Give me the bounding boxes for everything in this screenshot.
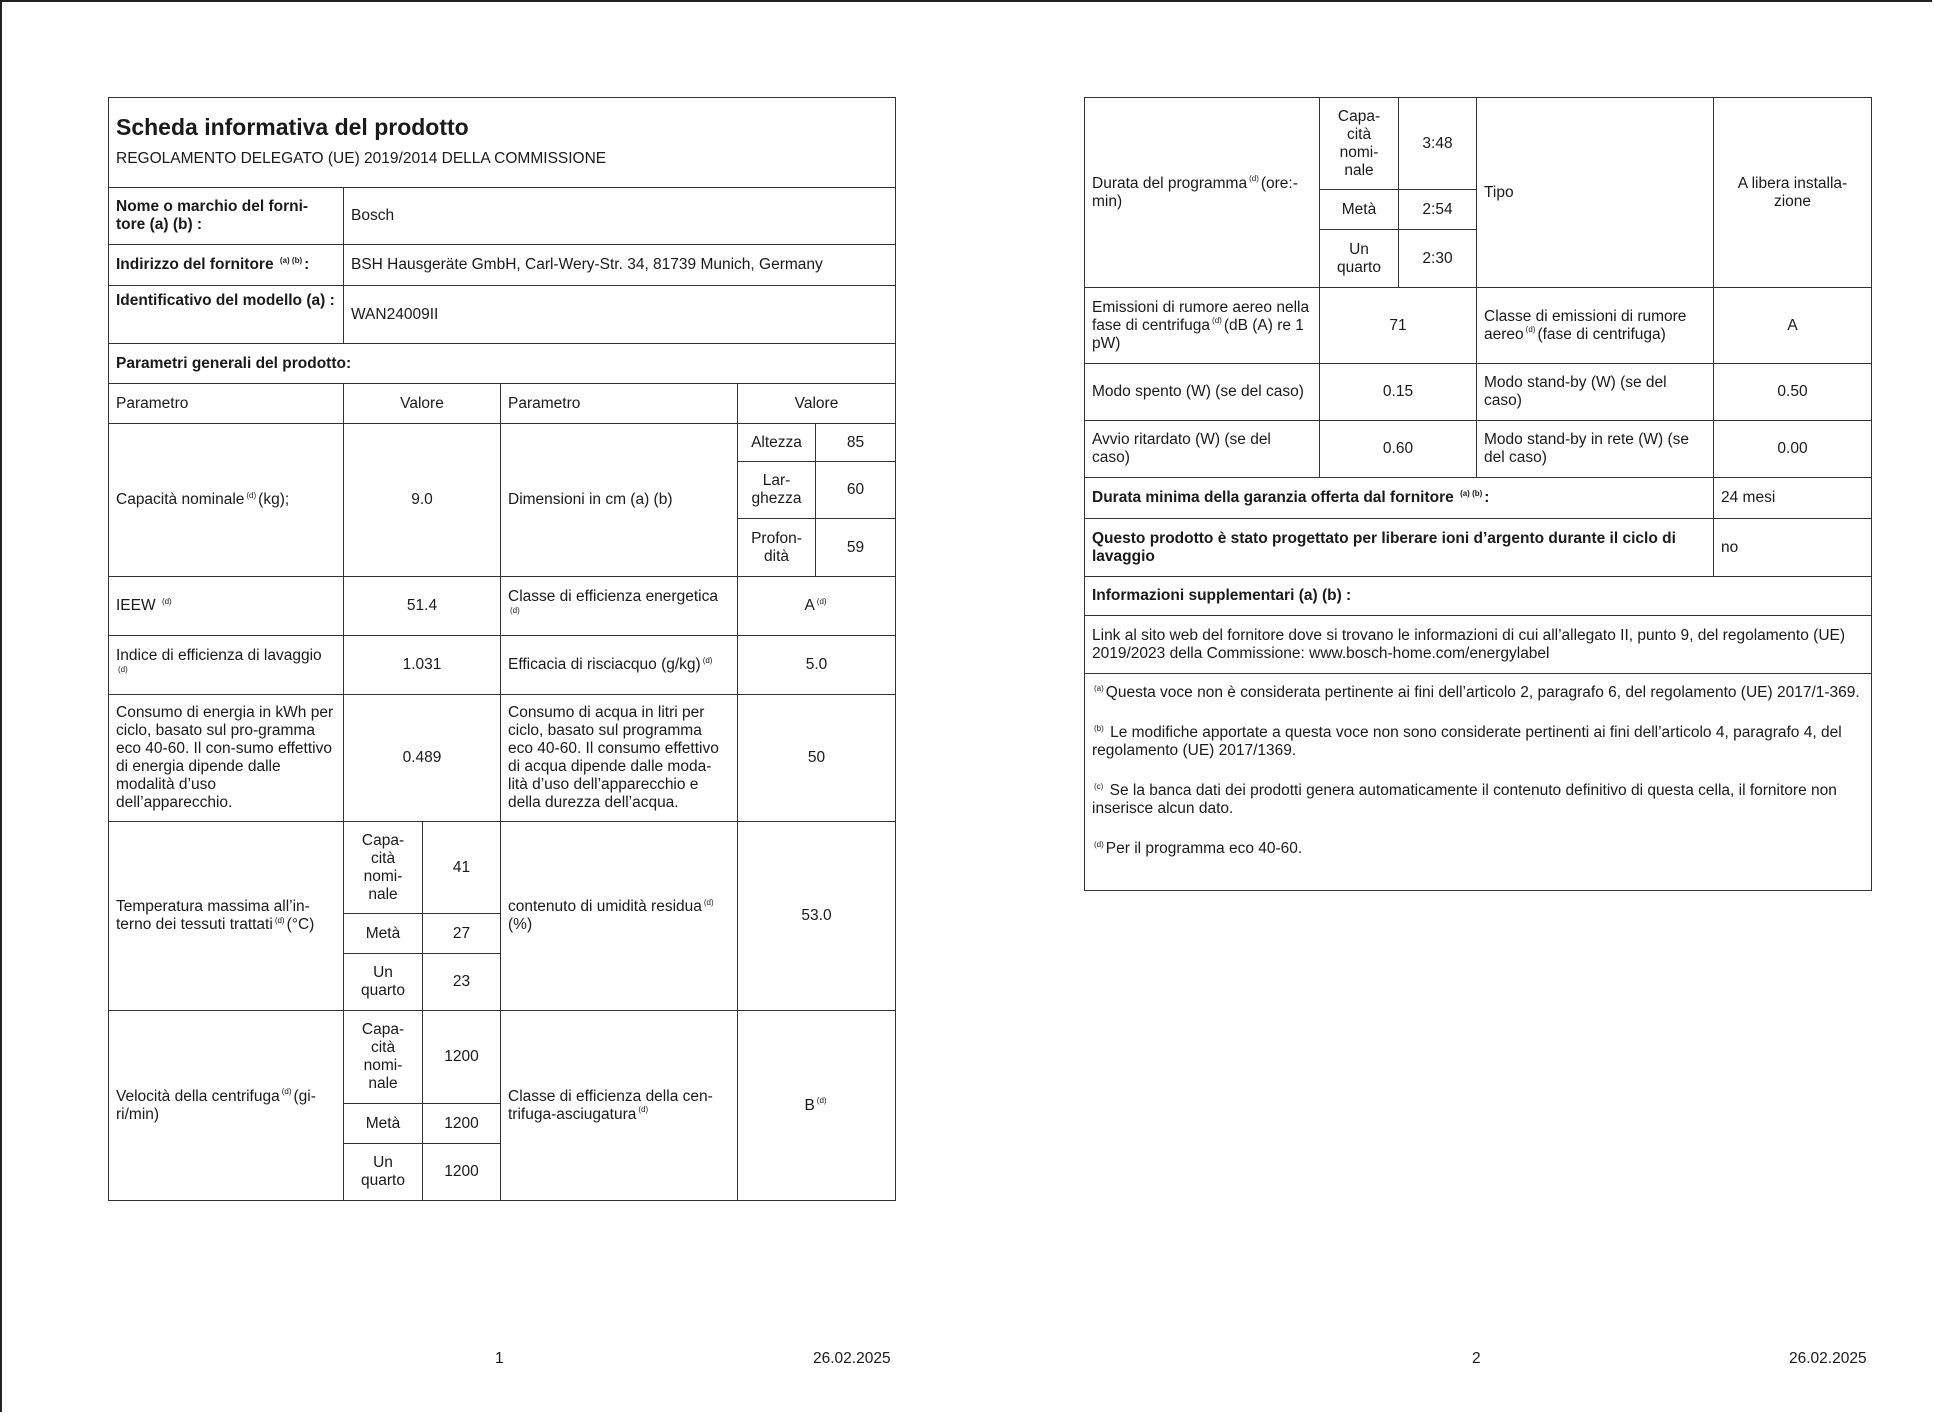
footnote-ref: (d) bbox=[1249, 174, 1259, 184]
spin-half-value: 1200 bbox=[423, 1104, 501, 1144]
temperature-quarter-value: 23 bbox=[423, 954, 501, 1011]
temperature-label-cell bbox=[109, 822, 344, 1011]
footnote-c-text: Se la banca dati dei prodotti genera automaticamente il contenuto definitivo di questa cella, il fornitore non inserisce alcun dato. bbox=[1092, 782, 1837, 817]
footnote-ref: (d) bbox=[816, 596, 827, 606]
footnote-d bbox=[1092, 840, 1864, 858]
spin-class-value: B bbox=[804, 1096, 815, 1114]
supplier-address-label-cell bbox=[109, 245, 344, 286]
delay-start-value: 0.60 bbox=[1320, 421, 1477, 478]
energy-class-label-cell bbox=[501, 577, 738, 636]
half-label: Metà bbox=[344, 914, 423, 954]
page-number-2: 2 bbox=[1472, 1350, 1481, 1367]
delay-start-label: Avvio ritardato (W) (se del caso) bbox=[1085, 421, 1320, 478]
regulation-text: REGOLAMENTO DELEGATO (UE) 2019/2014 DELLA COMMISSIONE bbox=[116, 149, 607, 167]
quarter-label: Un quarto bbox=[344, 954, 423, 1011]
spin-quarter-value: 1200 bbox=[423, 1144, 501, 1201]
supplier-name-label: Nome o marchio del forni-tore (a) (b) : bbox=[109, 188, 344, 245]
warranty-label-cell bbox=[1085, 478, 1714, 519]
footnote-marker: (d) bbox=[1094, 839, 1104, 849]
depth-value: 59 bbox=[816, 519, 896, 577]
duration-rated-value: 3:48 bbox=[1399, 98, 1477, 190]
capacity-label: Capacità nominale bbox=[116, 491, 245, 508]
network-standby-label: Modo stand-by in rete (W) (se del caso) bbox=[1477, 421, 1714, 478]
capacity-unit: (kg); bbox=[258, 491, 290, 508]
footnote-a bbox=[1092, 684, 1864, 702]
moisture-label-cell bbox=[501, 822, 738, 1011]
general-params-label: Parametri generali del prodotto: bbox=[109, 344, 896, 384]
warranty-label: Durata minima della garanzia offerta dal fornitore bbox=[1092, 489, 1454, 506]
energy-class-label: Classe di efficienza energetica bbox=[508, 588, 718, 605]
footnote-ref: (d) bbox=[161, 596, 172, 606]
half-label: Metà bbox=[344, 1104, 423, 1144]
footnote-ref: (a) (b) bbox=[279, 255, 303, 265]
footnote-ref: (d) bbox=[274, 915, 285, 925]
footnotes-cell bbox=[1085, 674, 1872, 891]
duration-label: Durata del programma bbox=[1092, 174, 1248, 192]
off-mode-label: Modo spento (W) (se del caso) bbox=[1085, 364, 1320, 421]
wash-index-label-cell bbox=[109, 636, 344, 695]
capacity-value: 9.0 bbox=[344, 424, 501, 577]
noise-label: Emissioni di rumore aereo nella fase di centrifuga bbox=[1092, 298, 1310, 334]
footnote-ref: (d) bbox=[281, 1087, 292, 1097]
rated-capacity-label: Capa-cità nomi-nale bbox=[1320, 98, 1399, 190]
warranty-value: 24 mesi bbox=[1714, 478, 1872, 519]
footnote-ref: (d) bbox=[510, 605, 520, 615]
water-consumption-value: 50 bbox=[738, 695, 896, 822]
temperature-half-value: 27 bbox=[423, 914, 501, 954]
spin-class-label: Classe di efficienza della cen-trifuga-asciugatura bbox=[508, 1087, 713, 1123]
extra-info-label: Informazioni supplementari (a) (b) : bbox=[1085, 577, 1872, 616]
temperature-unit: (°C) bbox=[286, 916, 315, 933]
temperature-label: Temperatura massima all’in-terno dei tessuti trattati bbox=[116, 898, 310, 933]
spin-class-label-cell bbox=[501, 1011, 738, 1201]
height-label: Altezza bbox=[738, 424, 816, 462]
product-info-table bbox=[108, 97, 896, 1201]
ieew-value: 51.4 bbox=[344, 577, 501, 636]
moisture-label: contenuto di umidità residua bbox=[508, 898, 702, 915]
model-id-label: Identificativo del modello (a) : bbox=[109, 286, 344, 344]
rinse-value: 5.0 bbox=[738, 636, 896, 695]
width-label: Lar-ghezza bbox=[738, 462, 816, 519]
energy-class-value: A bbox=[804, 597, 815, 614]
quarter-label: Un quarto bbox=[344, 1144, 423, 1201]
footnote-marker: (b) bbox=[1094, 723, 1104, 733]
footnote-b-text: Le modifiche apportate a questa voce non sono considerate pertinenti ai fini dell’articolo 4, paragrafo 4, del regolamento (UE) 2017/1369. bbox=[1092, 724, 1842, 759]
footnote-ref: (d) bbox=[118, 664, 128, 674]
model-id-value: WAN24009II bbox=[344, 286, 896, 344]
col-header-param: Parametro bbox=[109, 384, 344, 424]
wash-index-label: Indice di efficienza di lavaggio bbox=[116, 647, 322, 664]
footnote-marker: (a) bbox=[1094, 683, 1104, 693]
depth-label: Profon-dità bbox=[738, 519, 816, 577]
spin-speed-label: Velocità della centrifuga bbox=[116, 1087, 280, 1105]
page-number: 1 bbox=[495, 1350, 504, 1367]
quarter-label: Un quarto bbox=[1320, 230, 1399, 288]
noise-value: 71 bbox=[1320, 288, 1477, 364]
supplier-address-colon: : bbox=[304, 256, 310, 273]
off-mode-value: 0.15 bbox=[1320, 364, 1477, 421]
footnote-d-text: Per il programma eco 40-60. bbox=[1105, 840, 1303, 857]
footnote-c bbox=[1092, 782, 1864, 818]
noise-class-label: Classe di emissioni di rumore aereo bbox=[1484, 307, 1687, 343]
ieew-label: IEEW bbox=[116, 597, 156, 614]
duration-quarter-value: 2:30 bbox=[1399, 230, 1477, 288]
dimensions-label: Dimensioni in cm (a) (b) bbox=[501, 424, 738, 577]
capacity-label-cell bbox=[109, 424, 344, 577]
rinse-label-cell bbox=[501, 636, 738, 695]
footnote-ref: (d) bbox=[246, 490, 257, 500]
supplier-name-value: Bosch bbox=[344, 188, 896, 245]
warranty-colon: : bbox=[1484, 489, 1490, 506]
half-label: Metà bbox=[1320, 190, 1399, 230]
temperature-rated-value: 41 bbox=[423, 822, 501, 914]
energy-class-value-cell bbox=[738, 577, 896, 636]
footnote-ref: (d) bbox=[702, 655, 713, 665]
footnote-ref: (d) bbox=[816, 1096, 827, 1106]
network-standby-value: 0.00 bbox=[1714, 421, 1872, 478]
spin-rated-value: 1200 bbox=[423, 1011, 501, 1104]
noise-label-cell bbox=[1085, 288, 1320, 364]
rinse-label: Efficacia di risciacquo (g/kg) bbox=[508, 656, 701, 673]
footnote-b bbox=[1092, 724, 1864, 760]
duration-label-cell bbox=[1085, 98, 1320, 288]
col-header-value-2: Valore bbox=[738, 384, 896, 424]
water-consumption-label: Consumo di acqua in litri per ciclo, basato sul programma eco 40-60. Il consumo effettivo di acqua dipende dalle moda-lità d’uso dell’apparecchio e della durezza dell’acqua. bbox=[501, 695, 738, 822]
page-date-2: 26.02.2025 bbox=[1789, 1350, 1867, 1367]
footnote-a-text: Questa voce non è considerata pertinente ai fini dell’articolo 2, paragrafo 6, del regolamento (UE) 2017/1-369. bbox=[1105, 684, 1860, 701]
product-info-table-2 bbox=[1084, 97, 1872, 891]
ieew-label-cell bbox=[109, 577, 344, 636]
energy-label-link: Link al sito web del fornitore dove si trovano le informazioni di cui all’allegato II, punto 9, del regolamento (UE) 2019/2023 della Commissione: www.bosch-home.com/energylabel bbox=[1085, 616, 1872, 674]
moisture-unit: (%) bbox=[508, 916, 533, 933]
spin-speed-unit: (gi-ri/min) bbox=[116, 1087, 316, 1123]
noise-unit: (dB (A) re 1 pW) bbox=[1092, 316, 1304, 352]
width-value: 60 bbox=[816, 462, 896, 519]
supplier-address-value: BSH Hausgeräte GmbH, Carl-Wery-Str. 34, 81739 Munich, Germany bbox=[344, 245, 896, 286]
noise-class-unit: (fase di centrifuga) bbox=[1537, 325, 1666, 343]
duration-half-value: 2:54 bbox=[1399, 190, 1477, 230]
footnote-ref: (a) (b) bbox=[1460, 488, 1483, 498]
energy-consumption-label: Consumo di energia in kWh per ciclo, basato sul pro-gramma eco 40-60. Il con-sumo effettivo di energia dipende dalle modalità d’uso dell’apparecchio. bbox=[109, 695, 344, 822]
moisture-value: 53.0 bbox=[738, 822, 896, 1011]
supplier-address-label: Indirizzo del fornitore bbox=[116, 256, 274, 273]
page-title: Scheda informativa del prodotto bbox=[116, 113, 469, 140]
rated-capacity-label: Capa-cità nomi-nale bbox=[344, 1011, 423, 1104]
type-value: A libera installa-zione bbox=[1714, 98, 1872, 288]
spin-class-value-cell bbox=[738, 1011, 896, 1201]
wash-index-value: 1.031 bbox=[344, 636, 501, 695]
energy-consumption-value: 0.489 bbox=[344, 695, 501, 822]
silver-ions-label: Questo prodotto è stato progettato per liberare ioni d’argento durante il ciclo di lavaggio bbox=[1085, 519, 1714, 577]
col-header-param-2: Parametro bbox=[501, 384, 738, 424]
footnote-ref: (d) bbox=[703, 897, 714, 907]
height-value: 85 bbox=[816, 424, 896, 462]
col-header-value: Valore bbox=[344, 384, 501, 424]
noise-class-label-cell bbox=[1477, 288, 1714, 364]
footnote-ref: (d) bbox=[1212, 316, 1222, 326]
footnote-ref: (d) bbox=[1525, 325, 1536, 335]
spin-speed-label-cell bbox=[109, 1011, 344, 1201]
footnote-marker: (c) bbox=[1094, 781, 1104, 791]
footnote-ref: (d) bbox=[638, 1105, 649, 1115]
silver-ions-value: no bbox=[1714, 519, 1872, 577]
standby-value: 0.50 bbox=[1714, 364, 1872, 421]
rated-capacity-label: Capa-cità nomi-nale bbox=[344, 822, 423, 914]
type-label: Tipo bbox=[1477, 98, 1714, 288]
duration-unit: (ore:-min) bbox=[1092, 174, 1298, 210]
header-cell bbox=[109, 98, 896, 188]
standby-label: Modo stand-by (W) (se del caso) bbox=[1477, 364, 1714, 421]
page-date: 26.02.2025 bbox=[813, 1350, 891, 1367]
noise-class-value: A bbox=[1714, 288, 1872, 364]
